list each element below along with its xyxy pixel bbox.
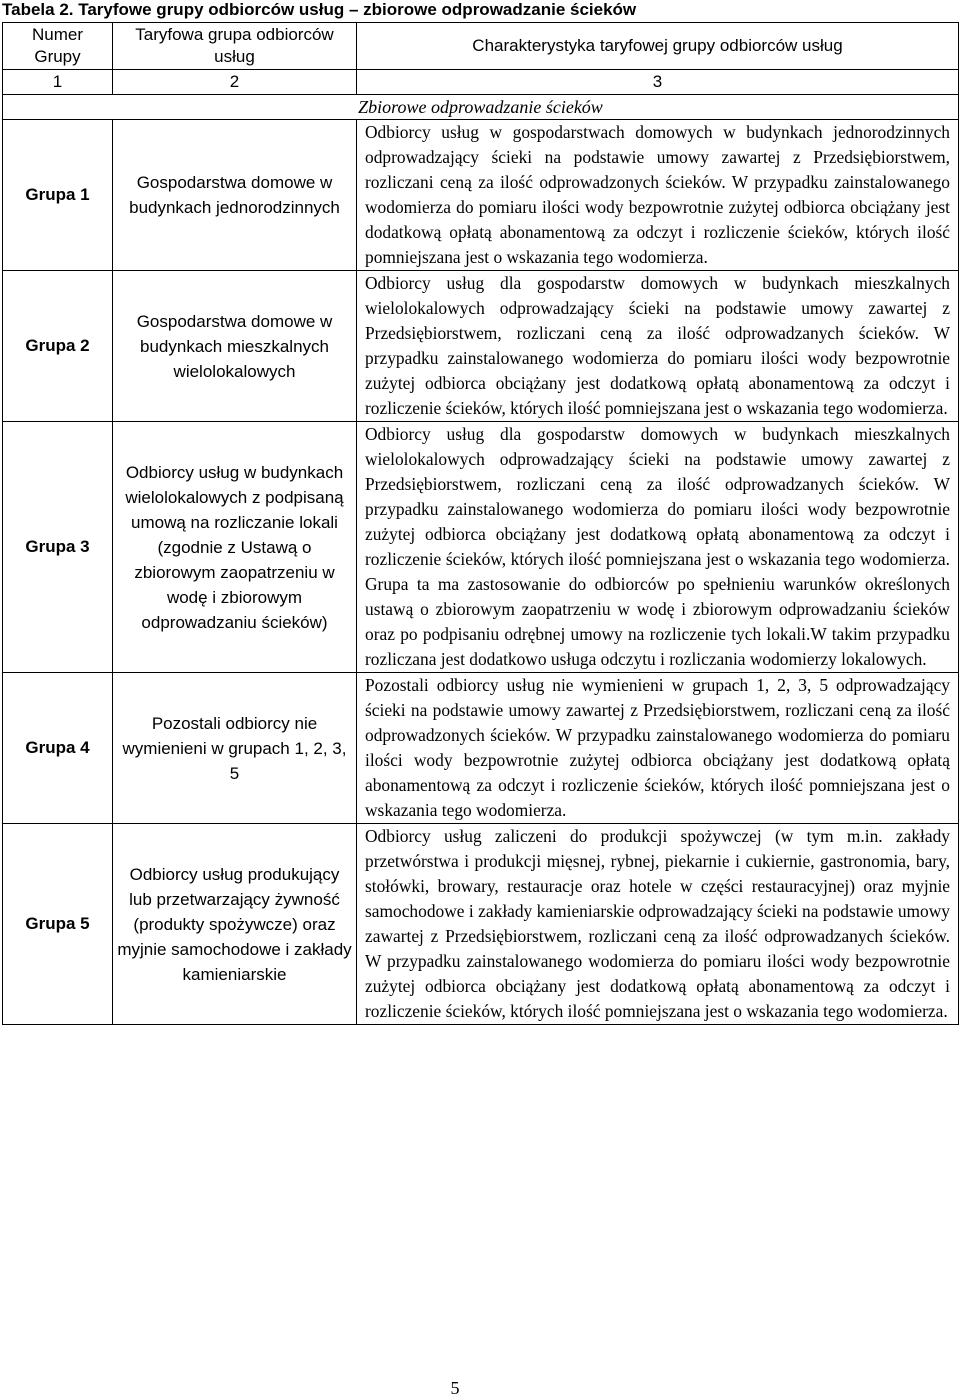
table-row	[3, 120, 959, 271]
column-number-1: 1	[3, 70, 113, 95]
column-number-3: 3	[357, 70, 959, 95]
header-group-characteristics: Charakterystyka taryfowej grupy odbiorców usług	[357, 23, 959, 70]
section-title: Zbiorowe odprowadzanie ścieków	[3, 95, 959, 120]
group-description: Odbiorcy usług dla gospodarstw domowych w budynkach mieszkalnych wielolokalowych odprowadzający ścieki na podstawie umowy zawartej z Przedsiębiorstwem, rozliczani ceną za ilość odprowadzanych ścieków. W przypadku zainstalowanego wodomierza do pomiaru ilości wody bezpowrotnie zużytej odbiorca obciążany jest dodatkową opłatą abonamentową za odczyt i rozliczenie ścieków, których ilość pomniejszana jest o wskazania tego wodomierza.	[357, 271, 959, 422]
table-header-row	[3, 23, 959, 70]
table-row	[3, 422, 959, 673]
table-row	[3, 824, 959, 1025]
group-number: Grupa 1	[3, 120, 113, 271]
section-row	[3, 95, 959, 120]
page-number: 5	[450, 1378, 460, 1398]
table-caption: Tabela 2. Taryfowe grupy odbiorców usług – zbiorowe odprowadzanie ścieków	[2, 0, 637, 19]
column-numbers-row	[3, 70, 959, 95]
group-number: Grupa 2	[3, 271, 113, 422]
group-number: Grupa 4	[3, 673, 113, 824]
tariff-groups-table	[2, 22, 959, 1025]
group-name: Gospodarstwa domowe w budynkach mieszkalnych wielolokalowych	[113, 271, 357, 422]
column-number-2: 2	[113, 70, 357, 95]
group-name: Odbiorcy usług produkujący lub przetwarzający żywność (produkty spożywcze) oraz myjnie samochodowe i zakłady kamieniarskie	[113, 824, 357, 1025]
group-name: Pozostali odbiorcy nie wymienieni w grupach 1, 2, 3, 5	[113, 673, 357, 824]
group-name: Gospodarstwa domowe w budynkach jednorodzinnych	[113, 120, 357, 271]
group-description: Pozostali odbiorcy usług nie wymienieni w grupach 1, 2, 3, 5 odprowadzający ścieki na podstawie umowy zawartej z Przedsiębiorstwem, rozliczani ceną za ilość odprowadzonych ścieków. W przypadku zainstalowanego wodomierza do pomiaru ilości wody bezpowrotnie zużytej odbiorca obciążany jest dodatkową opłatą abonamentową za odczyt i rozliczenie ścieków, których ilość pomniejszana jest o wskazania tego wodomierza.	[357, 673, 959, 824]
header-group-number: Numer Grupy	[3, 23, 113, 70]
group-number: Grupa 5	[3, 824, 113, 1025]
group-number: Grupa 3	[3, 422, 113, 673]
table-row	[3, 271, 959, 422]
group-description: Odbiorcy usług zaliczeni do produkcji spożywczej (w tym m.in. zakłady przetwórstwa i produkcji mięsnej, rybnej, piekarnie i cukiernie, gastronomia, bary, stołówki, browary, restauracje oraz hotele w części restauracyjnej) oraz myjnie samochodowe i zakłady kamieniarskie odprowadzający ścieki na podstawie umowy zawartej z Przedsiębiorstwem, rozliczani ceną za ilość odprowadzanych ścieków. W przypadku zainstalowanego wodomierza do pomiaru ilości wody bezpowrotnie zużytej odbiorca obciążany jest dodatkową opłatą abonamentową za odczyt i rozliczenie ścieków, których ilość pomniejszana jest o wskazania tego wodomierza.	[357, 824, 959, 1025]
group-description: Odbiorcy usług w gospodarstwach domowych w budynkach jednorodzinnych odprowadzający ścieki na podstawie umowy zawartej z Przedsiębiorstwem, rozliczani ceną za ilość odprowadzonych ścieków. W przypadku zainstalowanego wodomierza do pomiaru ilości wody bezpowrotnie zużytej odbiorca obciążany jest dodatkową opłatą abonamentową za odczyt i rozliczenie ścieków, których ilość pomniejszana jest o wskazania tego wodomierza.	[357, 120, 959, 271]
group-description: Odbiorcy usług dla gospodarstw domowych w budynkach mieszkalnych wielolokalowych odprowadzający ścieki na podstawie umowy zawartej z Przedsiębiorstwem, rozliczani ceną za ilość odprowadzanych ścieków. W przypadku zainstalowanego wodomierza do pomiaru ilości wody bezpowrotnie zużytej odbiorca obciążany jest dodatkową opłatą abonamentową za odczyt i rozliczenie ścieków, których ilość pomniejszana jest o wskazania tego wodomierza. Grupa ta ma zastosowanie do odbiorców po spełnieniu warunków określonych ustawą o zbiorowym zaopatrzeniu w wodę i zbiorowym odprowadzaniu ścieków oraz po podpisaniu odrębnej umowy na rozliczenie tych lokali.W takim przypadku rozliczana jest dodatkowo usługa odczytu i rozliczania wodomierzy lokalowych.	[357, 422, 959, 673]
header-group-name: Taryfowa grupa odbiorców usług	[113, 23, 357, 70]
group-name: Odbiorcy usług w budynkach wielolokalowych z podpisaną umową na rozliczanie lokali (zgodnie z Ustawą o zbiorowym zaopatrzeniu w wodę i zbiorowym odprowadzaniu ścieków)	[113, 422, 357, 673]
table-row	[3, 673, 959, 824]
